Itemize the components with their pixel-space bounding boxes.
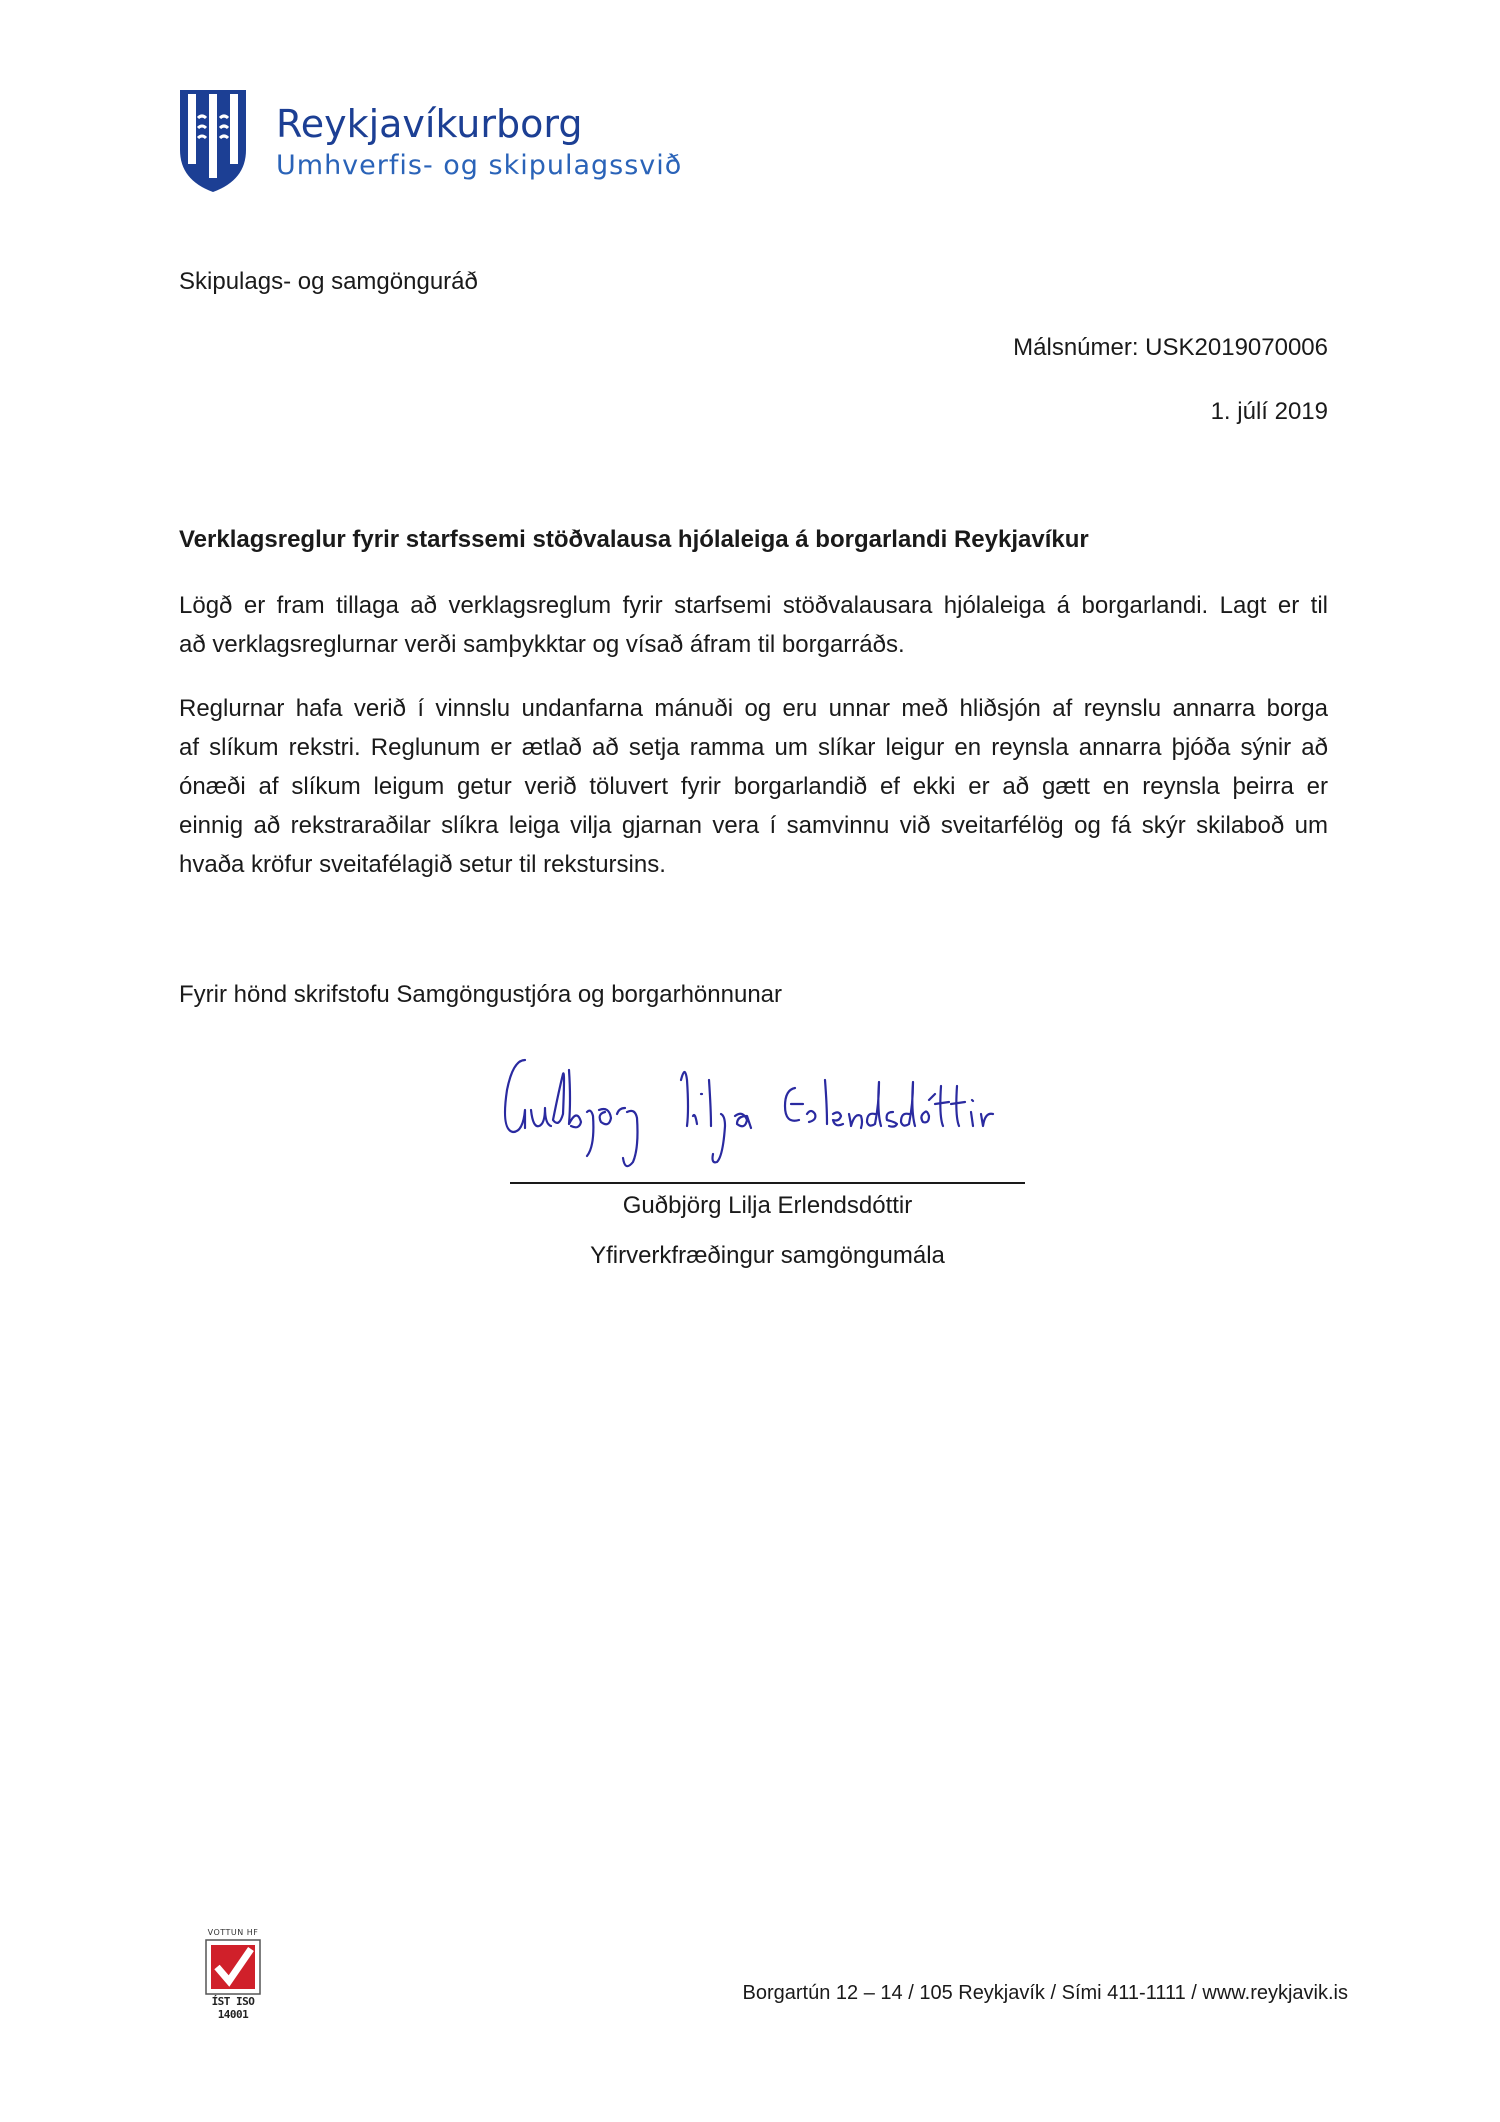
body-paragraph: [179, 689, 1328, 884]
iso-certification-badge: [195, 1928, 271, 2021]
handwritten-signature: [495, 1040, 1035, 1180]
signature-line: [510, 1182, 1025, 1184]
body-paragraph: [179, 586, 1328, 664]
paragraph-line: að verklagsreglurnar verði samþykktar og vísað áfram til borgarráðs.: [179, 631, 905, 658]
letter-date: 1. júlí 2019: [1210, 398, 1328, 425]
reykjavik-shield-icon: [178, 88, 248, 194]
department-name: Umhverfis- og skipulagssvið: [276, 150, 683, 181]
paragraph-line: af slíkum rekstri. Reglunum er ætlað að setja ramma um slíkar leigur en reynsla annarra þjóða sýnir að: [179, 734, 1328, 761]
paragraph-line: Lögð er fram tillaga að verklagsreglum fyrir starfsemi stöðvalausara hjólaleiga á borgarlandi. Lagt er til: [179, 592, 1328, 619]
recipient: Skipulags- og samgönguráð: [179, 268, 478, 295]
org-logo: [178, 88, 683, 198]
letter-heading: Verklagsreglur fyrir starfssemi stöðvalausa hjólaleiga á borgarlandi Reykjavíkur: [179, 526, 1089, 553]
org-name: Reykjavíkurborg: [276, 102, 583, 146]
iso-certified-check-icon: [205, 1939, 261, 1995]
closing-line: Fyrir hönd skrifstofu Samgöngustjóra og borgarhönnunar: [179, 981, 782, 1008]
footer-address: Borgartún 12 – 14 / 105 Reykjavík / Sími 411-1111 / www.reykjavik.is: [742, 1982, 1348, 2004]
paragraph-line: ónæði af slíkum leigum getur verið töluvert fyrir borgarlandið ef ekki er að gætt en reynsla þeirra er: [179, 773, 1328, 800]
signer-name: Guðbjörg Lilja Erlendsdóttir: [622, 1192, 913, 1219]
paragraph-line: hvaða kröfur sveitafélagið setur til rekstursins.: [179, 851, 666, 878]
iso-badge-top-text: VOTTUN HF: [207, 1928, 259, 1937]
paragraph-line: einnig að rekstraraðilar slíkra leiga vilja gjarnan vera í samvinnu við sveitarfélög og fá skýr skilaboð um: [179, 812, 1328, 839]
case-number: Málsnúmer: USK2019070006: [1013, 334, 1328, 361]
iso-badge-bottom-text: ÍST ISO 14001: [211, 1995, 255, 2021]
paragraph-line: Reglurnar hafa verið í vinnslu undanfarna mánuði og eru unnar með hliðsjón af reynslu annarra borga: [179, 695, 1328, 722]
signer-title: Yfirverkfræðingur samgöngumála: [590, 1242, 945, 1269]
